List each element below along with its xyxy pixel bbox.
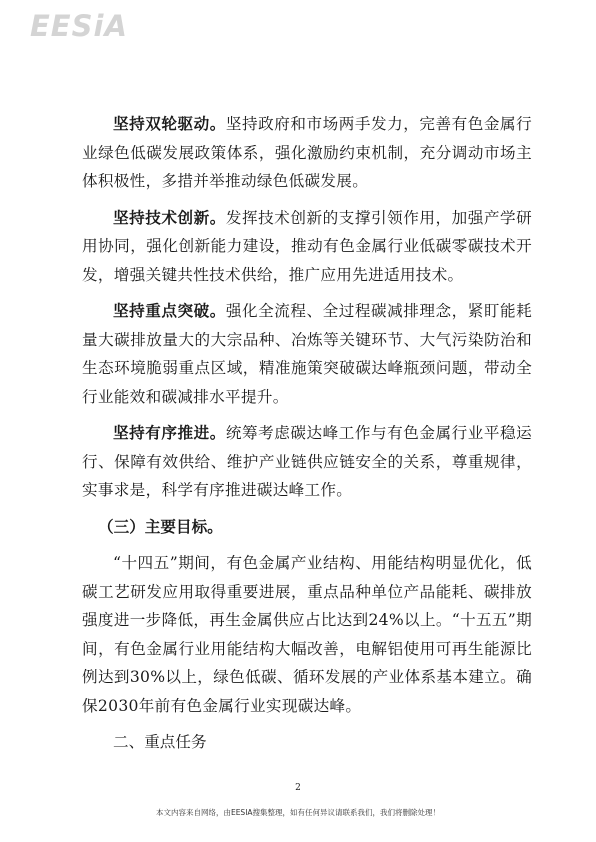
- paragraph-lead: 坚持重点突破。: [113, 302, 226, 320]
- paragraph-orderly-progress: [82, 419, 532, 505]
- paragraph-lead: 坚持双轮驱动。: [113, 115, 226, 133]
- paragraph-lead: 坚持有序推进。: [113, 424, 226, 442]
- section-heading-key-tasks: 二、重点任务: [113, 733, 207, 751]
- page-number: 2: [295, 783, 301, 793]
- paragraph-key-breakthrough: [82, 297, 532, 411]
- subheading-main-goals: （三）主要目标。: [98, 517, 223, 536]
- paragraph-main-goals: “十四五”期间，有色金属产业结构、用能结构明显优化，低碳工艺研发应用取得重要进展，重点品种单位产品能耗、碳排放强度进一步降低，再生金属供应占比达到24%以上。“十五五”期间，有色金属行业用能结构大幅改善，电解铝使用可再生能源比例达到30%以上，绿色低碳、循环发展的产业体系基本建立。确保2030年前有色金属行业实现碳达峰。: [82, 554, 532, 715]
- paragraph-dual-drive: [82, 110, 532, 196]
- paragraph-text: 坚持政府和市场两手发力，完善有色金属行业绿色低碳发展政策体系，强化激励约束机制，充分调动市场主体积极性，多措并举推动绿色低碳发展。: [82, 115, 532, 190]
- paragraph-text: 统筹考虑碳达峰工作与有色金属行业平稳运行、保障有效供给、维护产业链供应链安全的关系，尊重规律，实事求是，科学有序推进碳达峰工作。: [82, 424, 532, 499]
- paragraph-tech-innovation: [82, 204, 532, 290]
- paragraph-lead: 坚持技术创新。: [113, 208, 226, 227]
- paragraph-text: 强化全流程、全过程碳减排理念，紧盯能耗量大碳排放量大的大宗品种、冶炼等关键环节、大气污染防治和生态环境脆弱重点区域，精准施策突破碳达峰瓶颈问题，带动全行业能效和碳减排水平提升。: [82, 302, 532, 406]
- paragraph-text: 发挥技术创新的支撑引领作用，加强产学研用协同，强化创新能力建设，推动有色金属行业低碳零碳技术开发，增强关键共性技术供给，推广应用先进适用技术。: [82, 208, 532, 284]
- document-body: [82, 110, 532, 757]
- footer-disclaimer: 本文内容来自网络，由EESIA搜集整理，如有任何异议请联系我们，我们将删除处理！: [155, 808, 441, 817]
- eesia-logo: EESiA: [30, 9, 128, 43]
